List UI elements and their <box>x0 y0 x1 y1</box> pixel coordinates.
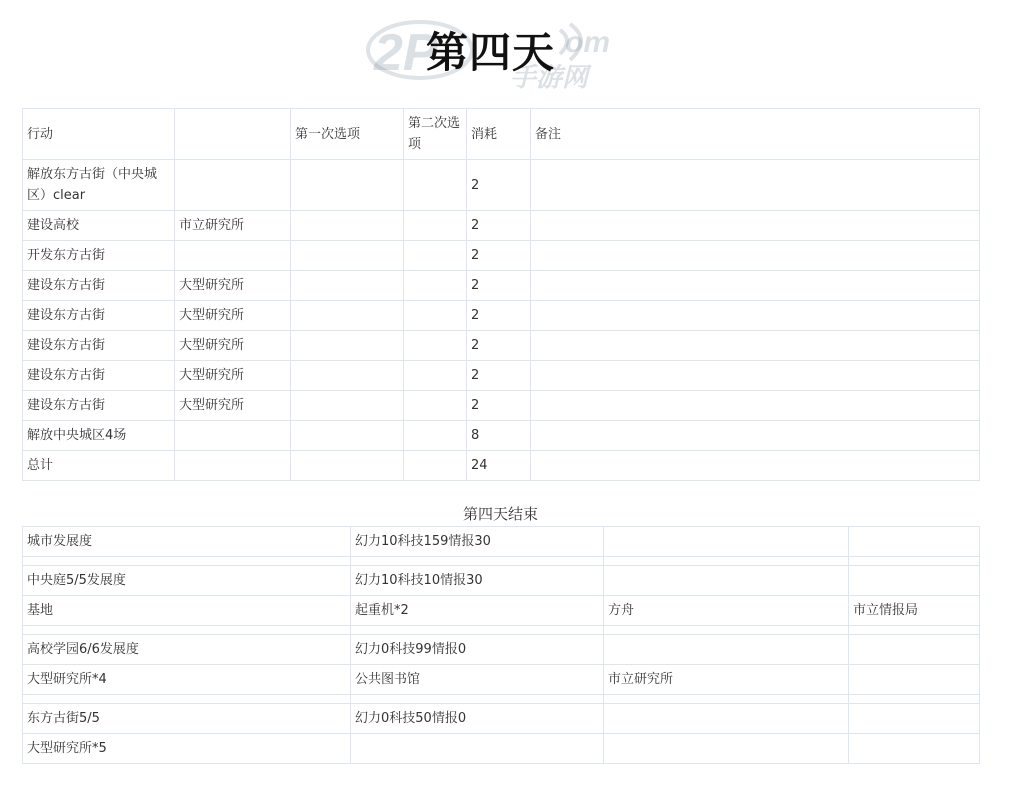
table-cell: 2 <box>467 160 531 211</box>
table-cell: 东方古街5/5 <box>23 704 351 734</box>
column-header: 备注 <box>531 109 980 160</box>
table-cell <box>531 331 980 361</box>
table-cell <box>291 421 404 451</box>
table-cell <box>849 557 980 566</box>
table-row <box>23 704 980 734</box>
table-cell <box>604 527 849 557</box>
table-cell <box>849 635 980 665</box>
table-cell: 幻力0科技99情报0 <box>351 635 604 665</box>
table-cell <box>604 566 849 596</box>
table-cell <box>291 331 404 361</box>
table-cell <box>351 626 604 635</box>
table-row <box>23 596 980 626</box>
table-cell: 市立研究所 <box>175 211 291 241</box>
table-cell <box>604 635 849 665</box>
table-row <box>23 635 980 665</box>
table-cell <box>531 271 980 301</box>
table-cell: 建设东方古街 <box>23 271 175 301</box>
spacer-row <box>23 626 980 635</box>
table-cell: 幻力0科技50情报0 <box>351 704 604 734</box>
table-cell: 大型研究所 <box>175 361 291 391</box>
table-cell <box>531 211 980 241</box>
table-cell <box>404 421 467 451</box>
table-cell: 基地 <box>23 596 351 626</box>
table-cell: 方舟 <box>604 596 849 626</box>
svg-text:手游网: 手游网 <box>510 62 589 92</box>
table-cell <box>351 734 604 764</box>
table-cell: 市立情报局 <box>849 596 980 626</box>
table-cell: 起重机*2 <box>351 596 604 626</box>
table-cell: 2 <box>467 241 531 271</box>
table-cell <box>849 695 980 704</box>
table-cell <box>531 361 980 391</box>
table-cell <box>531 391 980 421</box>
table-cell <box>175 160 291 211</box>
table-cell <box>404 211 467 241</box>
table-cell: 公共图书馆 <box>351 665 604 695</box>
table-cell <box>291 451 404 481</box>
table-cell: 大型研究所 <box>175 391 291 421</box>
table-cell: 幻力10科技159情报30 <box>351 527 604 557</box>
table-cell <box>351 557 604 566</box>
table-header-row <box>23 109 980 160</box>
table-cell: 幻力10科技10情报30 <box>351 566 604 596</box>
table-cell <box>849 734 980 764</box>
table-cell <box>404 160 467 211</box>
table-cell <box>404 361 467 391</box>
table-cell: 2 <box>467 271 531 301</box>
table-row <box>23 566 980 596</box>
table-cell: 解放中央城区4场 <box>23 421 175 451</box>
table-cell <box>404 241 467 271</box>
day-end-summary-table <box>22 526 980 764</box>
table-row <box>23 271 980 301</box>
table-cell: 8 <box>467 421 531 451</box>
column-header: 消耗 <box>467 109 531 160</box>
table-cell <box>404 301 467 331</box>
column-header: 行动 <box>23 109 175 160</box>
table-cell <box>849 665 980 695</box>
table-cell <box>23 557 351 566</box>
table-cell <box>291 361 404 391</box>
table-cell: 大型研究所*4 <box>23 665 351 695</box>
table-cell <box>531 160 980 211</box>
table-cell <box>291 160 404 211</box>
table-cell <box>291 391 404 421</box>
table-cell <box>604 704 849 734</box>
column-header: 第二次选项 <box>404 109 467 160</box>
table-cell <box>604 626 849 635</box>
table-cell: 大型研究所 <box>175 331 291 361</box>
table-cell: 大型研究所 <box>175 301 291 331</box>
table-cell <box>404 391 467 421</box>
table-cell <box>531 451 980 481</box>
actions-table <box>22 108 980 481</box>
table-row <box>23 527 980 557</box>
table-row <box>23 391 980 421</box>
table-row <box>23 361 980 391</box>
table-cell <box>849 704 980 734</box>
table-cell: 建设东方古街 <box>23 331 175 361</box>
table-cell: 24 <box>467 451 531 481</box>
table-cell <box>604 695 849 704</box>
table-cell <box>531 241 980 271</box>
section-caption: 第四天结束 <box>462 505 538 523</box>
table-cell: 大型研究所*5 <box>23 734 351 764</box>
table-cell <box>175 241 291 271</box>
table-cell <box>604 557 849 566</box>
table-cell: 建设东方古街 <box>23 391 175 421</box>
table-cell: 城市发展度 <box>23 527 351 557</box>
spacer-row <box>23 695 980 704</box>
svg-text:2P: 2P <box>374 24 438 82</box>
table-cell: 2 <box>467 331 531 361</box>
table-cell: 2 <box>467 211 531 241</box>
table-cell: 市立研究所 <box>604 665 849 695</box>
table-cell: 2 <box>467 361 531 391</box>
table-cell <box>531 421 980 451</box>
table-cell <box>175 421 291 451</box>
table-row <box>23 421 980 451</box>
table-cell: 大型研究所 <box>175 271 291 301</box>
table-cell <box>175 451 291 481</box>
table-cell: 2 <box>467 391 531 421</box>
table-cell: 总计 <box>23 451 175 481</box>
table-row <box>23 241 980 271</box>
table-row <box>23 331 980 361</box>
table-cell: 高校学园6/6发展度 <box>23 635 351 665</box>
table-cell <box>849 626 980 635</box>
table-cell: 中央庭5/5发展度 <box>23 566 351 596</box>
table-cell: 解放东方古街（中央城区）clear <box>23 160 175 211</box>
table-cell <box>291 241 404 271</box>
table-cell <box>531 301 980 331</box>
table-cell <box>351 695 604 704</box>
table-cell <box>849 527 980 557</box>
table-cell <box>23 626 351 635</box>
table-cell <box>291 211 404 241</box>
table-row <box>23 301 980 331</box>
page-title: 第四天 <box>426 28 556 77</box>
table-cell: 2 <box>467 301 531 331</box>
svg-text:om: om <box>565 26 610 59</box>
table-cell <box>404 331 467 361</box>
table-cell <box>23 695 351 704</box>
table-cell: 建设东方古街 <box>23 361 175 391</box>
table-cell <box>291 271 404 301</box>
table-row <box>23 160 980 211</box>
table-cell <box>604 734 849 764</box>
title-area <box>360 12 660 94</box>
table-row <box>23 211 980 241</box>
table-cell: 建设东方古街 <box>23 301 175 331</box>
table-cell <box>291 301 404 331</box>
table-cell: 开发东方古街 <box>23 241 175 271</box>
table-cell <box>849 566 980 596</box>
column-header <box>175 109 291 160</box>
table-row <box>23 734 980 764</box>
table-cell <box>404 271 467 301</box>
table-cell <box>404 451 467 481</box>
table-row <box>23 451 980 481</box>
column-header: 第一次选项 <box>291 109 404 160</box>
spacer-row <box>23 557 980 566</box>
table-row <box>23 665 980 695</box>
table-cell: 建设高校 <box>23 211 175 241</box>
